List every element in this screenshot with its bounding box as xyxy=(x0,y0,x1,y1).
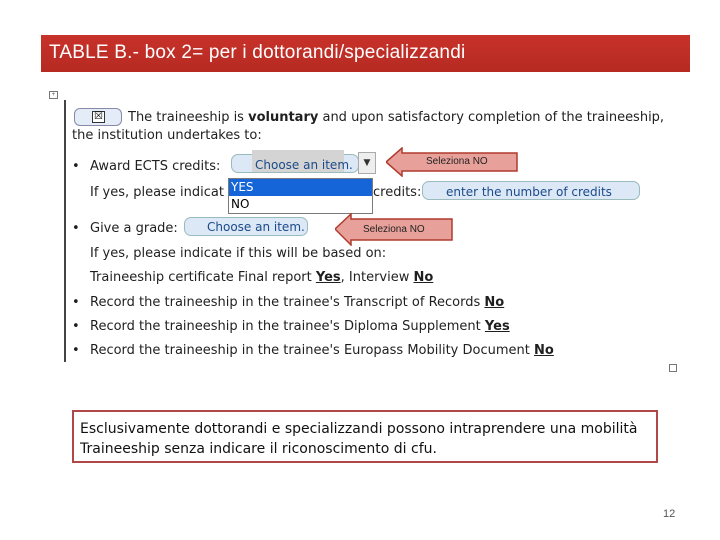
intro-bold-voluntary: voluntary xyxy=(248,110,319,125)
record-europass-value[interactable]: No xyxy=(534,343,554,358)
slide-title: TABLE B.- box 2= per i dottorandi/specializzandi xyxy=(49,42,466,63)
final-report-value[interactable]: Yes xyxy=(315,270,341,285)
dropdown-option-no[interactable]: NO xyxy=(231,197,250,211)
record-diploma-line xyxy=(90,319,510,334)
award-choose-item[interactable]: Choose an item. xyxy=(255,158,353,172)
dropdown-options-list[interactable] xyxy=(228,178,373,214)
callout-arrow-second xyxy=(335,213,453,246)
grade-label: Give a grade: xyxy=(90,221,178,236)
intro-line-1 xyxy=(128,110,664,125)
intro-text: The traineeship is xyxy=(128,110,249,125)
record-diploma-label: Record the traineeship in the trainee's Diploma Supplement xyxy=(90,319,485,334)
checked-checkbox-icon[interactable]: ☒ xyxy=(92,111,105,123)
record-transcript-value[interactable]: No xyxy=(484,295,505,310)
based-on-label: If yes, please indicate if this will be based on: xyxy=(90,246,387,261)
record-europass-label: Record the traineeship in the trainee's Europass Mobility Document xyxy=(90,343,534,358)
bullet-diploma: • xyxy=(72,319,80,334)
grade-choose-item[interactable]: Choose an item. xyxy=(207,220,305,234)
anchor-marker-icon: + xyxy=(49,91,58,99)
if-yes-label: If yes, please indicat xyxy=(90,185,224,200)
bullet-award: • xyxy=(72,159,80,174)
page-number: 12 xyxy=(663,508,676,520)
credits-placeholder[interactable]: enter the number of credits xyxy=(446,185,612,199)
callout-arrow-first xyxy=(386,147,518,177)
dropdown-arrow-button[interactable]: ▼ xyxy=(358,152,376,174)
info-box xyxy=(72,410,658,463)
intro-line-2: the institution undertakes to: xyxy=(72,128,262,143)
bullet-grade: • xyxy=(72,221,80,236)
record-transcript-label: Record the traineeship in the trainee's Transcript of Records xyxy=(90,295,485,310)
interview-value[interactable]: No xyxy=(413,270,434,285)
bullet-europass: • xyxy=(72,343,80,358)
certificate-line xyxy=(90,270,433,285)
certificate-mid: , Interview xyxy=(340,270,414,285)
voluntary-checkbox-control[interactable] xyxy=(74,108,122,126)
certificate-prefix: Traineeship certificate Final report xyxy=(90,270,316,285)
callout-second-text: Seleziona NO xyxy=(363,224,425,235)
info-text: Esclusivamente dottorandi e specializzandi possono intraprendere una mobilità Traineeship senza indicare il riconoscimento di cfu. xyxy=(80,421,638,457)
slide-title-bar xyxy=(41,35,690,72)
award-label: Award ECTS credits: xyxy=(90,159,221,174)
dropdown-option-yes[interactable]: YES xyxy=(229,179,372,196)
record-transcript-line xyxy=(90,295,504,310)
record-diploma-value[interactable]: Yes xyxy=(484,319,510,334)
callout-first-text: Seleziona NO xyxy=(426,156,488,167)
credits-label: credits: xyxy=(373,185,422,200)
bullet-transcript: • xyxy=(72,295,80,310)
resize-handle-icon[interactable] xyxy=(669,364,677,372)
intro-text-rest: and upon satisfactory completion of the traineeship, xyxy=(318,110,665,125)
record-europass-line xyxy=(90,343,554,358)
